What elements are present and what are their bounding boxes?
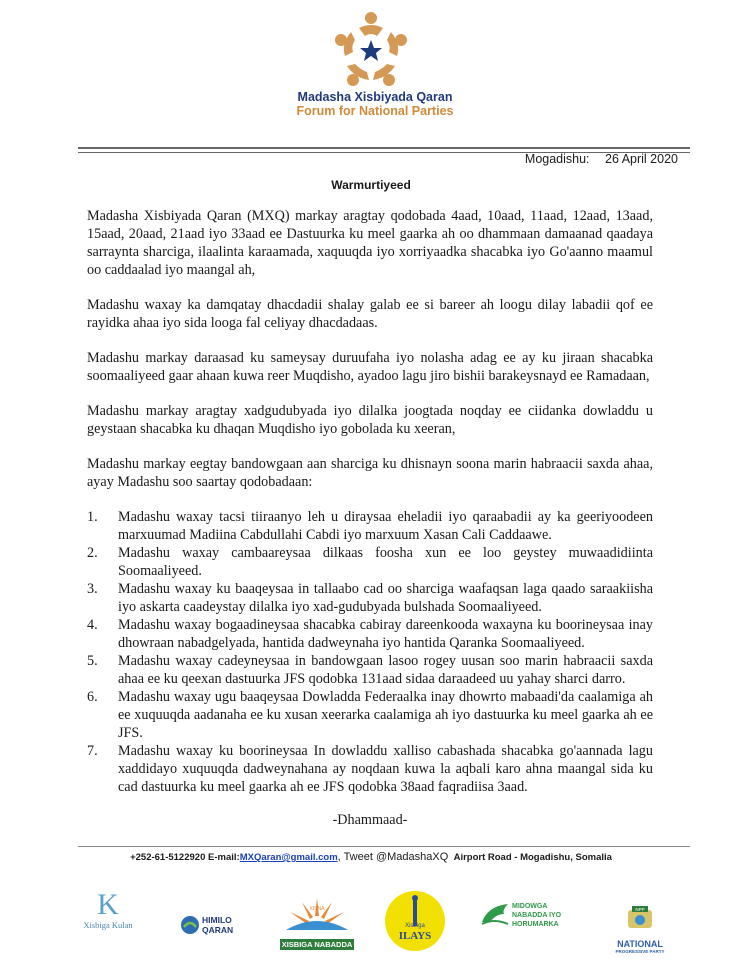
org-name-so: Madasha Xisbiyada Qaran <box>297 90 453 104</box>
paragraph: Madashu markay daraasad ku sameysay duruufaha iyo nolasha adag ee ay ku jiraan shacabka soomaaliyeed gaar ahaan kuwa reer Muqdisho, ayadoo lagu jiro bishii barakeysnayd ee Ramadaan, <box>87 350 653 384</box>
email-link[interactable]: MXQaran@gmail.com <box>239 852 338 863</box>
midowga-dove-icon <box>480 902 510 926</box>
document-body <box>87 207 653 829</box>
email-label: E-mail: <box>208 852 240 863</box>
list-number: 5. <box>87 653 98 669</box>
list-text: Madashu waxay ku boorineysaa In dowladdu xalliso cabashada shacabka go'aannada lagu xaddidayo xuquuqda dadweynahana ay noqdaan kuwa la aqbali karo ahna maangal sida ku cad dastuurka ku meel gaarka ah ee JFS qodobka 38aad faqradiisa 3aad. <box>118 743 653 795</box>
partner-label-bottom: HORUMARKA <box>512 921 559 928</box>
list-text: Madashu waxay tacsi tiiraanyo leh u diraysaa eheladii iyo qaraabadii ay ka geeriyoodeen marxuumad Madiina Cabdullahi Cabdi iyo marxuum Xasan Cali Caddaawe. <box>118 509 653 543</box>
list-item <box>87 580 653 616</box>
list-item <box>87 688 653 742</box>
npp-crest-icon <box>623 904 657 934</box>
list-text: Madashu waxay cadeyneysaa in bandowgaan lasoo rogey uusan soo marin habraacii saxda ahaa ee ku qeexan dastuurka JFS qodobka 131aad sidaa daraadeed uu yahay sharci darro. <box>118 653 653 687</box>
paragraph: Madashu waxay ka damqatay dhacdadii shalay galab ee si bareer ah loogu dilay labadii qof ee rayidka ahaa iyo sida looga fal celiyay dhacdadaas. <box>87 297 653 331</box>
star-people-logo-icon <box>331 10 411 90</box>
nabadda-sunrise-icon <box>280 894 354 934</box>
list-number: 6. <box>87 689 98 705</box>
list-number: 2. <box>87 545 98 561</box>
date: 26 April 2020 <box>605 152 678 166</box>
partner-logo-kulan <box>80 890 136 930</box>
address: Airport Road - Mogadishu, Somalia <box>453 852 612 863</box>
closing-mark: -Dhammaad- <box>332 812 408 828</box>
dateline <box>525 152 678 166</box>
partner-logo-nabadda <box>280 894 354 950</box>
list-number: 7. <box>87 743 98 759</box>
partner-label-bottom: QARAN <box>202 925 234 935</box>
paragraph: Madashu markay aragtay xadgudubyada iyo dilalka joogtada noqday ee ciidanka dowladdu u geystaan shacabka ku dhaqan Muqdisho iyo gobolada ku xeeran, <box>87 403 653 437</box>
partner-logo-ilays <box>384 890 446 952</box>
resolution-list <box>87 508 653 796</box>
list-number: 1. <box>87 509 98 525</box>
list-text: Madashu waxay ku baaqeysaa in tallaabo cad oo sharciga waafaqsan laga qaado saraakiisha iyo askarta caadeystay dilalka iyo xad-gudubyada bulshada Soomaaliyeed. <box>118 581 653 615</box>
partner-label-mid: NABADDA IYO <box>512 912 562 919</box>
list-number: 4. <box>87 617 98 633</box>
list-item <box>87 616 653 652</box>
phone: +252-61-5122920 <box>130 852 206 863</box>
partner-label-top: HIMILO <box>202 915 232 925</box>
list-text: Madashu waxay cambaareysaa dilkaas foosha xun ee loo geystey muwaadidiinta Soomaaliyeed. <box>118 545 653 579</box>
partner-label-top: Xisbiga <box>405 923 425 929</box>
partner-logo-himilo <box>180 912 240 938</box>
partner-label-bottom: ILAYS <box>398 930 432 942</box>
partner-logos-row <box>0 890 742 960</box>
list-item <box>87 508 653 544</box>
list-text: Madashu waxay ugu baaqeysaa Dowladda Federaalka inay dhowrto mabaadi'da caalamiga ah ee xuquuqda aadanaha ee ku xusan xeerarka caalamiga ah iyo dastuurka ku meel gaarka ah ee JFS. <box>118 689 653 741</box>
ilays-circle-icon <box>384 890 446 952</box>
partner-label-top: MIDOWGA <box>512 903 548 910</box>
list-item <box>87 544 653 580</box>
header-rule-thick <box>78 147 690 149</box>
kulan-k-icon: K <box>97 888 119 921</box>
location: Mogadishu: <box>524 152 590 166</box>
partner-label: Xisbiga Kulan <box>83 920 133 930</box>
footer-contact <box>0 851 742 863</box>
partner-small-label: NPP <box>635 907 645 912</box>
paragraph: Madasha Xisbiyada Qaran (MXQ) markay aragtay qodobada 4aad, 10aad, 11aad, 12aad, 13aad, 15aad, 20aad, 21aad iyo 33aad ee Dastuurka ku meel gaarka ah oo dhammaan damaanad qaadaya sarraynta sharciga, ilaalinta karaamada, xaquuqda iyo xorriyaadka shacabka iyo Go'aanno maamul oo caddaalad iyo maangal ah, <box>87 208 653 278</box>
document-title: Warmurtiyeed <box>331 178 411 192</box>
list-item <box>87 652 653 688</box>
list-number: 3. <box>87 581 98 597</box>
list-item <box>87 742 653 796</box>
org-name-en: Forum for National Parties <box>296 104 454 118</box>
partner-logo-npp <box>610 904 670 955</box>
list-text: Madashu waxay bogaadineysaa shacabka cabiray dareenkooda waxayna ku boorineysaa inay dhowraan nabadgelyada, hantida dadweynaha iyo hantida Qaranka Soomaaliyeed. <box>118 617 653 651</box>
twitter-handle: , Tweet @MadashaXQ <box>337 851 449 863</box>
partner-label-top: NATIONAL <box>617 939 663 949</box>
partner-label-bottom: PROGRESSIVE PARTY <box>615 949 665 954</box>
footer-rule <box>78 846 690 847</box>
himilo-emblem-icon <box>180 915 200 935</box>
partner-label: XISBIGA NABADDA <box>281 940 353 949</box>
paragraph: Madashu markay eegtay bandowgaan aan sharciga ku dhisnayn soona marin habraacii saxda ahaa, ayay Madashu soo saartay qodobadaan: <box>87 456 653 490</box>
letterhead <box>0 10 742 118</box>
partner-small-label: XISNA <box>309 906 325 912</box>
